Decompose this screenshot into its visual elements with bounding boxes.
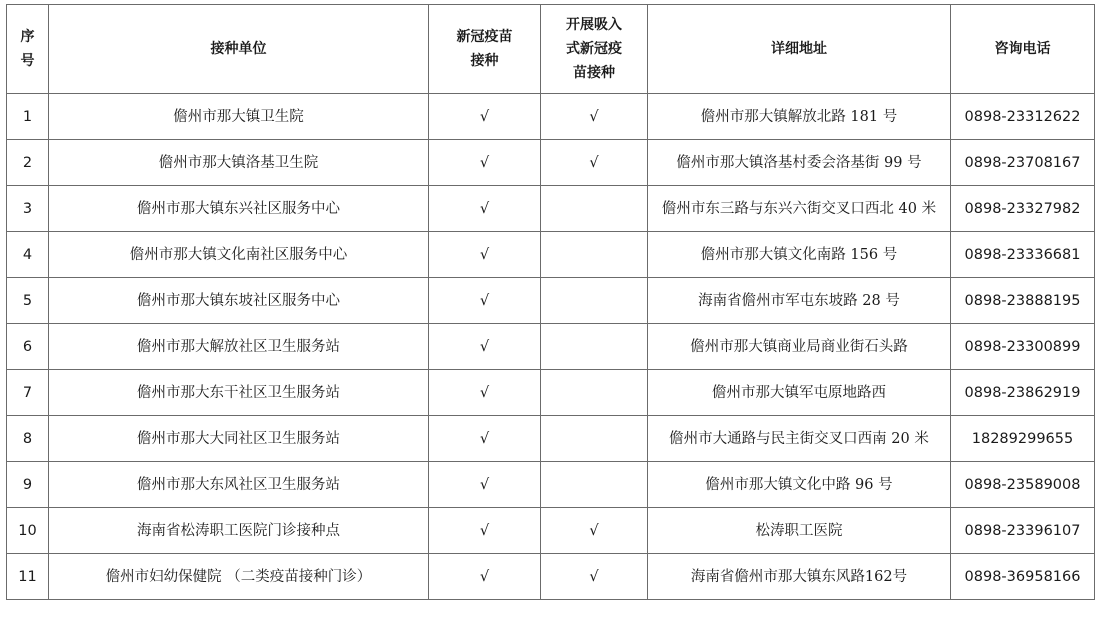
cell-unit: 儋州市妇幼保健院 （二类疫苗接种门诊） xyxy=(49,554,429,600)
table-row xyxy=(7,416,1095,462)
cell-address: 儋州市东三路与东兴六街交叉口西北 40 米 xyxy=(648,186,951,232)
cell-covid-check: √ xyxy=(429,140,541,186)
cell-inhaled-check xyxy=(541,186,648,232)
cell-address: 松涛职工医院 xyxy=(648,508,951,554)
cell-unit: 儋州市那大解放社区卫生服务站 xyxy=(49,324,429,370)
cell-inhaled-check xyxy=(541,232,648,278)
cell-unit: 儋州市那大镇文化南社区服务中心 xyxy=(49,232,429,278)
table-row xyxy=(7,554,1095,600)
cell-index: 2 xyxy=(7,140,49,186)
cell-phone: 0898-23862919 xyxy=(951,370,1095,416)
cell-phone: 0898-23708167 xyxy=(951,140,1095,186)
cell-phone: 0898-23327982 xyxy=(951,186,1095,232)
cell-index: 1 xyxy=(7,94,49,140)
cell-covid-check: √ xyxy=(429,186,541,232)
cell-unit: 儋州市那大镇洛基卫生院 xyxy=(49,140,429,186)
cell-unit: 儋州市那大镇卫生院 xyxy=(49,94,429,140)
cell-address: 儋州市那大镇文化中路 96 号 xyxy=(648,462,951,508)
cell-index: 9 xyxy=(7,462,49,508)
vaccination-sites-table-container xyxy=(6,4,1095,600)
table-row xyxy=(7,278,1095,324)
cell-phone: 0898-23336681 xyxy=(951,232,1095,278)
cell-unit: 海南省松涛职工医院门诊接种点 xyxy=(49,508,429,554)
cell-index: 4 xyxy=(7,232,49,278)
table-row xyxy=(7,462,1095,508)
cell-phone: 0898-36958166 xyxy=(951,554,1095,600)
cell-index: 5 xyxy=(7,278,49,324)
cell-address: 儋州市大通路与民主街交叉口西南 20 米 xyxy=(648,416,951,462)
cell-inhaled-check: √ xyxy=(541,508,648,554)
cell-covid-check: √ xyxy=(429,232,541,278)
cell-address: 海南省儋州市那大镇东风路162号 xyxy=(648,554,951,600)
cell-index: 6 xyxy=(7,324,49,370)
header-index: 序号 xyxy=(7,5,49,94)
cell-inhaled-check xyxy=(541,416,648,462)
table-row xyxy=(7,94,1095,140)
cell-unit: 儋州市那大镇东兴社区服务中心 xyxy=(49,186,429,232)
cell-inhaled-check xyxy=(541,462,648,508)
header-unit: 接种单位 xyxy=(49,5,429,94)
cell-unit: 儋州市那大东风社区卫生服务站 xyxy=(49,462,429,508)
cell-index: 8 xyxy=(7,416,49,462)
cell-covid-check: √ xyxy=(429,94,541,140)
cell-index: 11 xyxy=(7,554,49,600)
cell-phone: 0898-23312622 xyxy=(951,94,1095,140)
table-row xyxy=(7,140,1095,186)
cell-covid-check: √ xyxy=(429,370,541,416)
header-inhaled-vaccination: 开展吸入式新冠疫苗接种 xyxy=(541,5,648,94)
cell-phone: 0898-23589008 xyxy=(951,462,1095,508)
cell-address: 儋州市那大镇洛基村委会洛基街 99 号 xyxy=(648,140,951,186)
cell-address: 海南省儋州市军屯东坡路 28 号 xyxy=(648,278,951,324)
header-phone: 咨询电话 xyxy=(951,5,1095,94)
cell-index: 3 xyxy=(7,186,49,232)
cell-covid-check: √ xyxy=(429,416,541,462)
table-row xyxy=(7,508,1095,554)
cell-phone: 0898-23396107 xyxy=(951,508,1095,554)
cell-inhaled-check xyxy=(541,324,648,370)
cell-unit: 儋州市那大镇东坡社区服务中心 xyxy=(49,278,429,324)
vaccination-sites-table xyxy=(6,4,1095,600)
table-row xyxy=(7,232,1095,278)
cell-phone: 0898-23300899 xyxy=(951,324,1095,370)
table-row xyxy=(7,370,1095,416)
cell-address: 儋州市那大镇军屯原地路西 xyxy=(648,370,951,416)
cell-covid-check: √ xyxy=(429,462,541,508)
cell-inhaled-check: √ xyxy=(541,94,648,140)
header-address: 详细地址 xyxy=(648,5,951,94)
cell-covid-check: √ xyxy=(429,278,541,324)
cell-covid-check: √ xyxy=(429,554,541,600)
cell-inhaled-check xyxy=(541,370,648,416)
cell-address: 儋州市那大镇文化南路 156 号 xyxy=(648,232,951,278)
cell-phone: 0898-23888195 xyxy=(951,278,1095,324)
cell-inhaled-check: √ xyxy=(541,554,648,600)
cell-unit: 儋州市那大大同社区卫生服务站 xyxy=(49,416,429,462)
cell-address: 儋州市那大镇商业局商业街石头路 xyxy=(648,324,951,370)
table-row xyxy=(7,324,1095,370)
table-row xyxy=(7,186,1095,232)
cell-index: 7 xyxy=(7,370,49,416)
table-header-row xyxy=(7,5,1095,94)
cell-inhaled-check: √ xyxy=(541,140,648,186)
cell-covid-check: √ xyxy=(429,508,541,554)
cell-covid-check: √ xyxy=(429,324,541,370)
cell-inhaled-check xyxy=(541,278,648,324)
header-covid-vaccination: 新冠疫苗接种 xyxy=(429,5,541,94)
cell-phone: 18289299655 xyxy=(951,416,1095,462)
cell-address: 儋州市那大镇解放北路 181 号 xyxy=(648,94,951,140)
cell-index: 10 xyxy=(7,508,49,554)
cell-unit: 儋州市那大东干社区卫生服务站 xyxy=(49,370,429,416)
